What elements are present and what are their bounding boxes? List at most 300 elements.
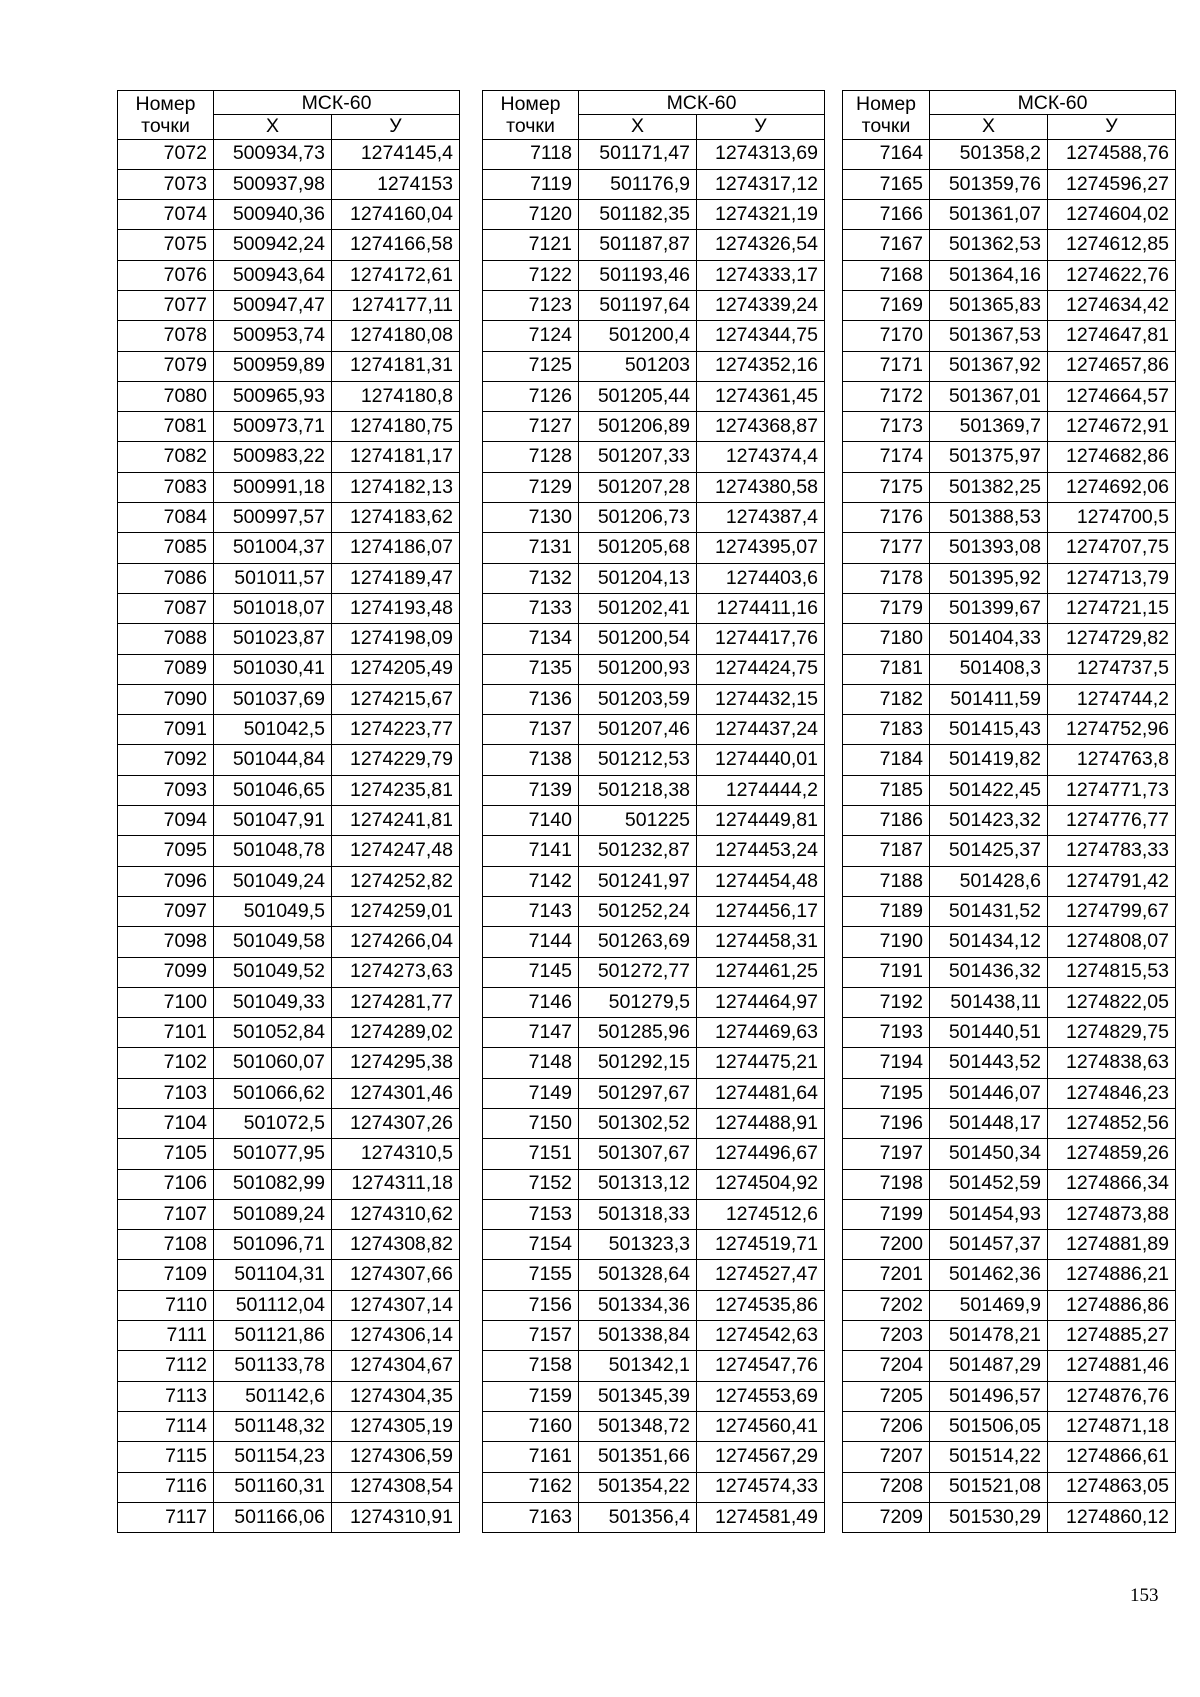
table-row [483, 1199, 825, 1229]
table-row [483, 230, 825, 260]
y-coordinate-cell: 1274692,06 [1048, 472, 1176, 502]
table-row [483, 260, 825, 290]
y-coordinate-cell: 1274444,2 [697, 775, 825, 805]
y-coordinate-cell: 1274496,67 [697, 1139, 825, 1169]
y-coordinate-cell: 1274866,61 [1048, 1442, 1176, 1472]
x-coordinate-cell: 501448,17 [930, 1109, 1048, 1139]
x-coordinate-cell: 501354,22 [579, 1472, 697, 1502]
y-coordinate-cell: 1274881,46 [1048, 1351, 1176, 1381]
point-number-cell: 7128 [483, 442, 579, 472]
x-coordinate-cell: 501011,57 [214, 563, 332, 593]
x-coordinate-cell: 501023,87 [214, 624, 332, 654]
point-number-cell: 7172 [843, 381, 930, 411]
table-row [483, 1260, 825, 1290]
table-row [483, 1442, 825, 1472]
y-coordinate-cell: 1274581,49 [697, 1502, 825, 1532]
x-coordinate-cell: 501434,12 [930, 927, 1048, 957]
y-coordinate-cell: 1274454,48 [697, 866, 825, 896]
point-number-cell: 7134 [483, 624, 579, 654]
table-row [118, 1048, 460, 1078]
point-number-cell: 7076 [118, 260, 214, 290]
table-row [118, 866, 460, 896]
table-row [843, 775, 1176, 805]
y-coordinate-cell: 1274326,54 [697, 230, 825, 260]
x-coordinate-cell: 500973,71 [214, 412, 332, 442]
point-number-header: Номер точки [118, 91, 214, 140]
x-coordinate-cell: 501205,44 [579, 381, 697, 411]
x-coordinate-cell: 501362,53 [930, 230, 1048, 260]
x-coordinate-cell: 501506,05 [930, 1411, 1048, 1441]
table-row [118, 351, 460, 381]
y-coordinate-cell: 1274172,61 [332, 260, 460, 290]
point-number-cell: 7139 [483, 775, 579, 805]
y-coordinate-cell: 1274881,89 [1048, 1230, 1176, 1260]
point-number-cell: 7204 [843, 1351, 930, 1381]
table-row [118, 533, 460, 563]
y-coordinate-cell: 1274866,34 [1048, 1169, 1176, 1199]
x-coordinate-cell: 501160,31 [214, 1472, 332, 1502]
point-number-cell: 7184 [843, 745, 930, 775]
point-number-cell: 7135 [483, 654, 579, 684]
point-number-cell: 7194 [843, 1048, 930, 1078]
point-number-cell: 7077 [118, 290, 214, 320]
y-coordinate-cell: 1274380,58 [697, 472, 825, 502]
point-number-cell: 7110 [118, 1290, 214, 1320]
table-row [483, 654, 825, 684]
x-coordinate-cell: 501112,04 [214, 1290, 332, 1320]
table-row [483, 1351, 825, 1381]
y-coordinate-cell: 1274308,82 [332, 1230, 460, 1260]
x-header: Х [579, 114, 697, 139]
point-number-cell: 7100 [118, 987, 214, 1017]
x-coordinate-cell: 501450,34 [930, 1139, 1048, 1169]
x-coordinate-cell: 501297,67 [579, 1078, 697, 1108]
y-coordinate-cell: 1274180,8 [332, 381, 460, 411]
y-coordinate-cell: 1274657,86 [1048, 351, 1176, 381]
y-coordinate-cell: 1274295,38 [332, 1048, 460, 1078]
table-row [118, 230, 460, 260]
table-row [843, 1139, 1176, 1169]
table-row [483, 806, 825, 836]
point-number-cell: 7156 [483, 1290, 579, 1320]
point-number-cell: 7185 [843, 775, 930, 805]
table-row [843, 1321, 1176, 1351]
x-coordinate-cell: 501171,47 [579, 139, 697, 169]
point-number-cell: 7154 [483, 1230, 579, 1260]
table-row [843, 715, 1176, 745]
y-coordinate-cell: 1274160,04 [332, 200, 460, 230]
y-coordinate-cell: 1274481,64 [697, 1078, 825, 1108]
x-coordinate-cell: 501457,37 [930, 1230, 1048, 1260]
x-coordinate-cell: 501077,95 [214, 1139, 332, 1169]
y-coordinate-cell: 1274456,17 [697, 896, 825, 926]
point-number-cell: 7149 [483, 1078, 579, 1108]
x-coordinate-cell: 501302,52 [579, 1109, 697, 1139]
point-number-cell: 7090 [118, 684, 214, 714]
point-number-cell: 7113 [118, 1381, 214, 1411]
y-coordinate-cell: 1274313,69 [697, 139, 825, 169]
y-coordinate-cell: 1274266,04 [332, 927, 460, 957]
y-coordinate-cell: 1274180,75 [332, 412, 460, 442]
point-number-cell: 7164 [843, 139, 930, 169]
point-number-cell: 7180 [843, 624, 930, 654]
point-number-header: Номер точки [843, 91, 930, 140]
x-coordinate-cell: 501205,68 [579, 533, 697, 563]
x-coordinate-cell: 501521,08 [930, 1472, 1048, 1502]
point-number-cell: 7092 [118, 745, 214, 775]
point-number-cell: 7158 [483, 1351, 579, 1381]
point-number-cell: 7073 [118, 169, 214, 199]
point-number-cell: 7173 [843, 412, 930, 442]
table-body [118, 139, 460, 1533]
x-coordinate-cell: 501404,33 [930, 624, 1048, 654]
point-number-cell: 7193 [843, 1018, 930, 1048]
x-coordinate-cell: 501345,39 [579, 1381, 697, 1411]
table-row [118, 684, 460, 714]
point-number-cell: 7199 [843, 1199, 930, 1229]
x-coordinate-cell: 500934,73 [214, 139, 332, 169]
table-row [483, 1411, 825, 1441]
y-coordinate-cell: 1274885,27 [1048, 1321, 1176, 1351]
page-number: 153 [1130, 1585, 1159, 1606]
table-row [118, 745, 460, 775]
table-row [843, 321, 1176, 351]
x-coordinate-cell: 501049,24 [214, 866, 332, 896]
table-row [843, 290, 1176, 320]
x-coordinate-cell: 501359,76 [930, 169, 1048, 199]
x-coordinate-cell: 501279,5 [579, 987, 697, 1017]
point-number-cell: 7123 [483, 290, 579, 320]
table-row [118, 715, 460, 745]
table-row [483, 200, 825, 230]
point-number-cell: 7133 [483, 593, 579, 623]
point-number-cell: 7109 [118, 1260, 214, 1290]
y-coordinate-cell: 1274799,67 [1048, 896, 1176, 926]
y-coordinate-cell: 1274241,81 [332, 806, 460, 836]
y-coordinate-cell: 1274886,21 [1048, 1260, 1176, 1290]
y-coordinate-cell: 1274596,27 [1048, 169, 1176, 199]
point-number-cell: 7121 [483, 230, 579, 260]
x-coordinate-cell: 501419,82 [930, 745, 1048, 775]
point-number-cell: 7200 [843, 1230, 930, 1260]
y-coordinate-cell: 1274871,18 [1048, 1411, 1176, 1441]
table-row [118, 987, 460, 1017]
table-row [843, 533, 1176, 563]
x-coordinate-cell: 501361,07 [930, 200, 1048, 230]
point-number-cell: 7153 [483, 1199, 579, 1229]
point-number-cell: 7202 [843, 1290, 930, 1320]
y-coordinate-cell: 1274449,81 [697, 806, 825, 836]
table-row [118, 1230, 460, 1260]
point-number-cell: 7125 [483, 351, 579, 381]
y-coordinate-cell: 1274846,23 [1048, 1078, 1176, 1108]
table-row [118, 1381, 460, 1411]
y-coordinate-cell: 1274205,49 [332, 654, 460, 684]
point-number-cell: 7197 [843, 1139, 930, 1169]
table-row [118, 1442, 460, 1472]
x-coordinate-cell: 501121,86 [214, 1321, 332, 1351]
x-coordinate-cell: 501203,59 [579, 684, 697, 714]
point-number-cell: 7096 [118, 866, 214, 896]
table-row [483, 169, 825, 199]
y-coordinate-cell: 1274181,17 [332, 442, 460, 472]
table-row [843, 351, 1176, 381]
table-row [118, 927, 460, 957]
y-coordinate-cell: 1274700,5 [1048, 503, 1176, 533]
y-coordinate-cell: 1274876,76 [1048, 1381, 1176, 1411]
point-number-cell: 7099 [118, 957, 214, 987]
y-coordinate-cell: 1274304,35 [332, 1381, 460, 1411]
table-row [843, 563, 1176, 593]
y-coordinate-cell: 1274453,24 [697, 836, 825, 866]
table-row [843, 684, 1176, 714]
table-row [843, 866, 1176, 896]
x-coordinate-cell: 500997,57 [214, 503, 332, 533]
point-number-cell: 7206 [843, 1411, 930, 1441]
point-number-cell: 7191 [843, 957, 930, 987]
y-coordinate-cell: 1274535,86 [697, 1290, 825, 1320]
y-header: У [332, 114, 460, 139]
y-coordinate-cell: 1274321,19 [697, 200, 825, 230]
point-number-cell: 7106 [118, 1169, 214, 1199]
y-coordinate-cell: 1274317,12 [697, 169, 825, 199]
x-coordinate-cell: 501399,67 [930, 593, 1048, 623]
point-number-cell: 7165 [843, 169, 930, 199]
y-header: У [1048, 114, 1176, 139]
point-number-cell: 7161 [483, 1442, 579, 1472]
point-number-cell: 7198 [843, 1169, 930, 1199]
point-number-cell: 7094 [118, 806, 214, 836]
point-number-cell: 7177 [843, 533, 930, 563]
x-coordinate-cell: 501411,59 [930, 684, 1048, 714]
table-row [843, 169, 1176, 199]
x-coordinate-cell: 501356,4 [579, 1502, 697, 1532]
x-coordinate-cell: 501046,65 [214, 775, 332, 805]
x-coordinate-cell: 501367,92 [930, 351, 1048, 381]
point-number-cell: 7196 [843, 1109, 930, 1139]
x-coordinate-cell: 501030,41 [214, 654, 332, 684]
table-row [483, 1472, 825, 1502]
x-coordinate-cell: 501307,67 [579, 1139, 697, 1169]
point-number-cell: 7130 [483, 503, 579, 533]
x-coordinate-cell: 501166,06 [214, 1502, 332, 1532]
point-number-cell: 7150 [483, 1109, 579, 1139]
x-coordinate-cell: 501478,21 [930, 1321, 1048, 1351]
x-coordinate-cell: 501428,6 [930, 866, 1048, 896]
x-coordinate-cell: 501252,24 [579, 896, 697, 926]
y-coordinate-cell: 1274308,54 [332, 1472, 460, 1502]
x-coordinate-cell: 501203 [579, 351, 697, 381]
point-number-cell: 7166 [843, 200, 930, 230]
point-number-cell: 7190 [843, 927, 930, 957]
y-coordinate-cell: 1274304,67 [332, 1351, 460, 1381]
y-coordinate-cell: 1274519,71 [697, 1230, 825, 1260]
point-number-cell: 7148 [483, 1048, 579, 1078]
point-number-cell: 7111 [118, 1321, 214, 1351]
y-header: У [697, 114, 825, 139]
y-coordinate-cell: 1274504,92 [697, 1169, 825, 1199]
point-number-cell: 7174 [843, 442, 930, 472]
point-number-cell: 7175 [843, 472, 930, 502]
point-number-cell: 7142 [483, 866, 579, 896]
table-row [843, 896, 1176, 926]
y-coordinate-cell: 1274310,5 [332, 1139, 460, 1169]
x-coordinate-cell: 501232,87 [579, 836, 697, 866]
point-number-cell: 7086 [118, 563, 214, 593]
x-coordinate-cell: 501367,53 [930, 321, 1048, 351]
y-coordinate-cell: 1274281,77 [332, 987, 460, 1017]
x-coordinate-cell: 501436,32 [930, 957, 1048, 987]
y-coordinate-cell: 1274622,76 [1048, 260, 1176, 290]
coordinate-system-header: МСК-60 [579, 91, 825, 115]
table-row [483, 503, 825, 533]
point-number-cell: 7108 [118, 1230, 214, 1260]
point-number-cell: 7170 [843, 321, 930, 351]
point-number-cell: 7098 [118, 927, 214, 957]
y-coordinate-cell: 1274682,86 [1048, 442, 1176, 472]
table-row [483, 866, 825, 896]
y-coordinate-cell: 1274469,63 [697, 1018, 825, 1048]
table-row [483, 1290, 825, 1320]
y-coordinate-cell: 1274311,18 [332, 1169, 460, 1199]
point-number-cell: 7160 [483, 1411, 579, 1441]
table-row [843, 1260, 1176, 1290]
x-coordinate-cell: 501365,83 [930, 290, 1048, 320]
point-number-cell: 7151 [483, 1139, 579, 1169]
y-coordinate-cell: 1274301,46 [332, 1078, 460, 1108]
y-coordinate-cell: 1274588,76 [1048, 139, 1176, 169]
point-number-cell: 7179 [843, 593, 930, 623]
point-number-cell: 7078 [118, 321, 214, 351]
y-coordinate-cell: 1274306,59 [332, 1442, 460, 1472]
x-coordinate-cell: 501408,3 [930, 654, 1048, 684]
table-row [118, 775, 460, 805]
y-coordinate-cell: 1274180,08 [332, 321, 460, 351]
table-row [118, 624, 460, 654]
x-coordinate-cell: 501044,84 [214, 745, 332, 775]
point-number-cell: 7189 [843, 896, 930, 926]
y-coordinate-cell: 1274547,76 [697, 1351, 825, 1381]
x-coordinate-cell: 501197,64 [579, 290, 697, 320]
y-coordinate-cell: 1274145,4 [332, 139, 460, 169]
table-row [843, 503, 1176, 533]
table-row [483, 775, 825, 805]
table-row [843, 927, 1176, 957]
y-coordinate-cell: 1274475,21 [697, 1048, 825, 1078]
x-coordinate-cell: 501431,52 [930, 896, 1048, 926]
point-number-cell: 7132 [483, 563, 579, 593]
x-coordinate-cell: 501193,46 [579, 260, 697, 290]
x-coordinate-cell: 501443,52 [930, 1048, 1048, 1078]
x-coordinate-cell: 501047,91 [214, 806, 332, 836]
table-row [483, 684, 825, 714]
y-coordinate-cell: 1274352,16 [697, 351, 825, 381]
x-coordinate-cell: 501176,9 [579, 169, 697, 199]
table-row [843, 957, 1176, 987]
table-row [118, 1018, 460, 1048]
x-header: Х [930, 114, 1048, 139]
point-number-cell: 7097 [118, 896, 214, 926]
point-number-cell: 7119 [483, 169, 579, 199]
point-number-cell: 7155 [483, 1260, 579, 1290]
x-coordinate-cell: 501225 [579, 806, 697, 836]
y-coordinate-cell: 1274229,79 [332, 745, 460, 775]
x-coordinate-cell: 500983,22 [214, 442, 332, 472]
table-row [843, 745, 1176, 775]
point-number-cell: 7084 [118, 503, 214, 533]
x-coordinate-cell: 500959,89 [214, 351, 332, 381]
table-row [483, 442, 825, 472]
y-coordinate-cell: 1274763,8 [1048, 745, 1176, 775]
y-coordinate-cell: 1274707,75 [1048, 533, 1176, 563]
y-coordinate-cell: 1274612,85 [1048, 230, 1176, 260]
table-row [483, 1502, 825, 1532]
table-row [118, 1139, 460, 1169]
table-row [843, 593, 1176, 623]
table-row [843, 1230, 1176, 1260]
y-coordinate-cell: 1274567,29 [697, 1442, 825, 1472]
point-number-cell: 7169 [843, 290, 930, 320]
point-number-cell: 7105 [118, 1139, 214, 1169]
y-coordinate-cell: 1274305,19 [332, 1411, 460, 1441]
point-number-cell: 7187 [843, 836, 930, 866]
y-coordinate-cell: 1274664,57 [1048, 381, 1176, 411]
x-coordinate-cell: 501206,73 [579, 503, 697, 533]
y-coordinate-cell: 1274822,05 [1048, 987, 1176, 1017]
x-coordinate-cell: 501037,69 [214, 684, 332, 714]
x-coordinate-cell: 501204,13 [579, 563, 697, 593]
table-row [118, 200, 460, 230]
y-coordinate-cell: 1274860,12 [1048, 1502, 1176, 1532]
coordinate-system-header: МСК-60 [214, 91, 460, 115]
y-coordinate-cell: 1274729,82 [1048, 624, 1176, 654]
y-coordinate-cell: 1274417,76 [697, 624, 825, 654]
table-row [118, 381, 460, 411]
point-number-cell: 7208 [843, 1472, 930, 1502]
table-row [118, 503, 460, 533]
point-number-cell: 7131 [483, 533, 579, 563]
x-coordinate-cell: 500953,74 [214, 321, 332, 351]
y-coordinate-cell: 1274512,6 [697, 1199, 825, 1229]
point-number-cell: 7162 [483, 1472, 579, 1502]
table-row [483, 381, 825, 411]
table-row [118, 1078, 460, 1108]
x-coordinate-cell: 501323,3 [579, 1230, 697, 1260]
point-number-cell: 7115 [118, 1442, 214, 1472]
point-number-cell: 7080 [118, 381, 214, 411]
point-number-cell: 7168 [843, 260, 930, 290]
x-coordinate-cell: 501049,58 [214, 927, 332, 957]
table-row [483, 1381, 825, 1411]
x-coordinate-cell: 501334,36 [579, 1290, 697, 1320]
x-coordinate-cell: 501133,78 [214, 1351, 332, 1381]
y-coordinate-cell: 1274737,5 [1048, 654, 1176, 684]
table-row [843, 1381, 1176, 1411]
y-coordinate-cell: 1274791,42 [1048, 866, 1176, 896]
y-coordinate-cell: 1274744,2 [1048, 684, 1176, 714]
x-coordinate-cell: 501004,37 [214, 533, 332, 563]
x-coordinate-cell: 501202,41 [579, 593, 697, 623]
table-row [118, 806, 460, 836]
table-row [843, 442, 1176, 472]
table-row [118, 1109, 460, 1139]
point-number-cell: 7101 [118, 1018, 214, 1048]
y-coordinate-cell: 1274411,16 [697, 593, 825, 623]
point-number-cell: 7182 [843, 684, 930, 714]
point-number-cell: 7188 [843, 866, 930, 896]
x-coordinate-cell: 501351,66 [579, 1442, 697, 1472]
x-coordinate-cell: 501200,54 [579, 624, 697, 654]
